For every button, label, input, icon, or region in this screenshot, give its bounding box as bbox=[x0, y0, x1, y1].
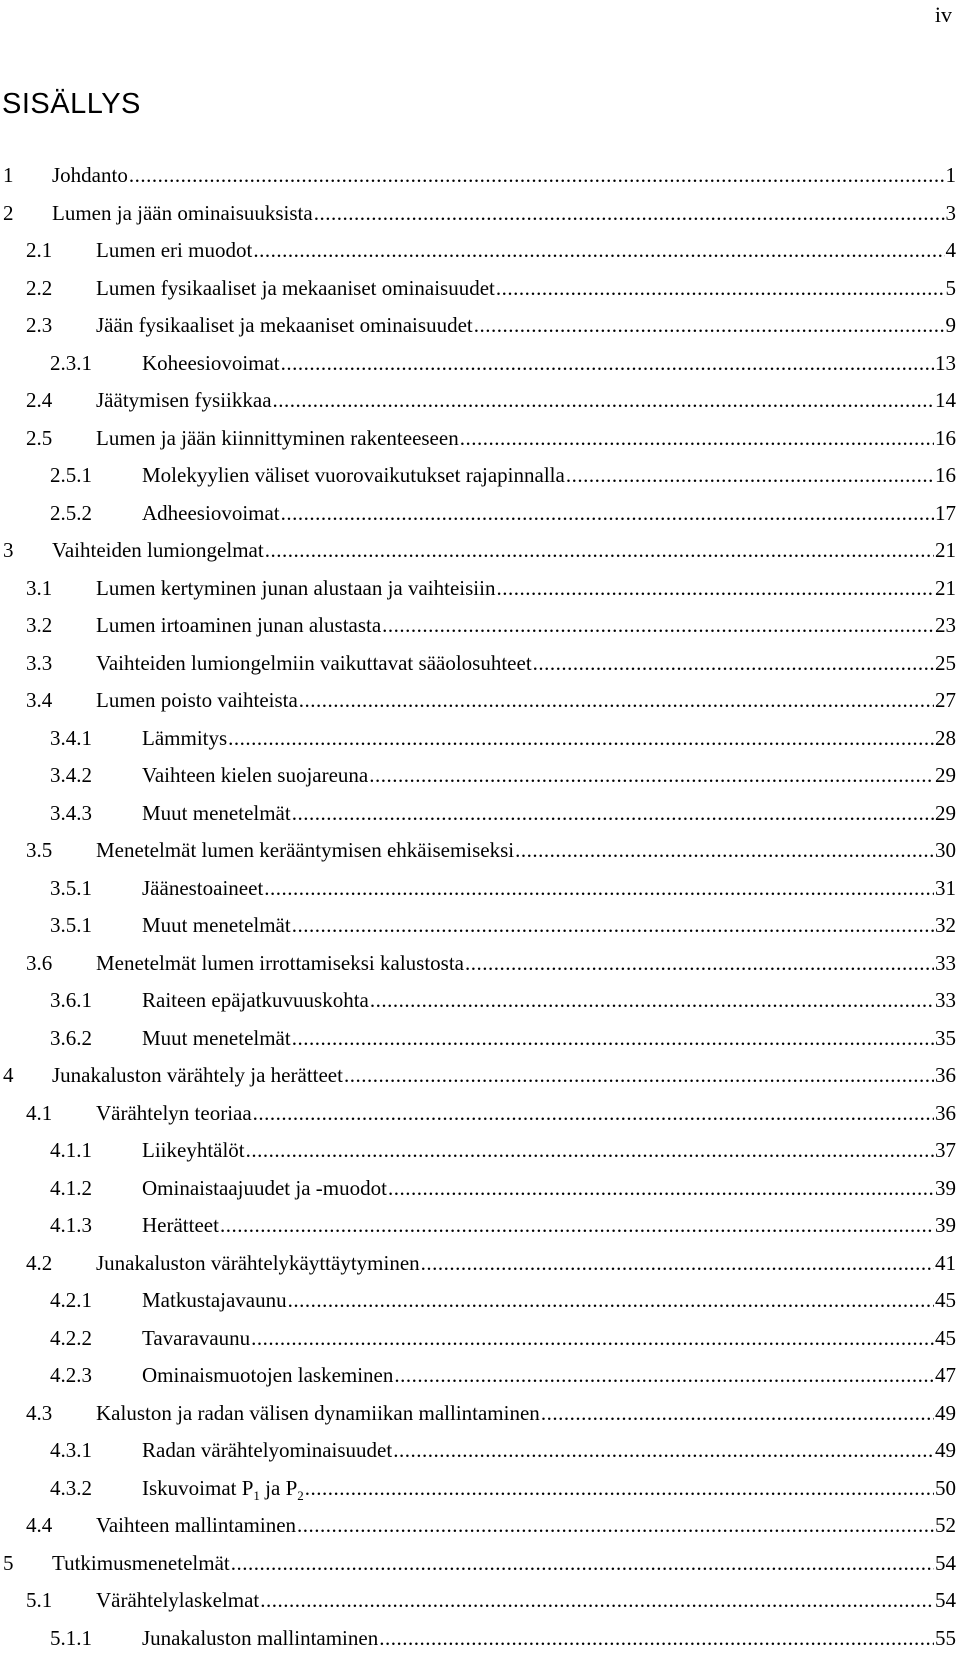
toc-dot-leader bbox=[314, 199, 945, 227]
toc-entry-number: 2.1 bbox=[26, 236, 52, 264]
toc-entry-page: 49 bbox=[935, 1436, 956, 1464]
toc-entry[interactable] bbox=[0, 1245, 956, 1283]
toc-entry-title: Värähtelyn teoriaa bbox=[96, 1099, 252, 1127]
toc-entry-number: 3.5.1 bbox=[50, 911, 92, 939]
toc-entry[interactable] bbox=[0, 1170, 956, 1208]
toc-entry-page: 32 bbox=[935, 911, 956, 939]
toc-entry-title: Lumen irtoaminen junan alustasta bbox=[96, 611, 381, 639]
toc-entry[interactable] bbox=[0, 1282, 956, 1320]
toc-entry-number: 1 bbox=[3, 161, 14, 189]
toc-entry-page: 39 bbox=[935, 1174, 956, 1202]
toc-entry-page: 9 bbox=[946, 311, 957, 339]
toc-entry-page: 41 bbox=[935, 1249, 956, 1277]
toc-entry-page: 3 bbox=[946, 199, 957, 227]
toc-entry-number: 5.1 bbox=[26, 1586, 52, 1614]
toc-entry-number: 4.1.2 bbox=[50, 1174, 92, 1202]
toc-entry-number: 2.5 bbox=[26, 424, 52, 452]
toc-entry-page: 14 bbox=[935, 386, 956, 414]
toc-entry-page: 4 bbox=[946, 236, 957, 264]
toc-dot-leader bbox=[369, 761, 934, 789]
toc-dot-leader bbox=[251, 1324, 934, 1352]
toc-entry-number: 3.2 bbox=[26, 611, 52, 639]
toc-entry[interactable] bbox=[0, 907, 956, 945]
toc-entry-number: 3.6 bbox=[26, 949, 52, 977]
toc-entry[interactable] bbox=[0, 1470, 956, 1508]
toc-dot-leader bbox=[533, 649, 934, 677]
toc-entry[interactable] bbox=[0, 232, 956, 270]
toc-dot-leader bbox=[393, 1436, 934, 1464]
toc-entry-page: 36 bbox=[935, 1099, 956, 1127]
toc-entry-page: 21 bbox=[935, 574, 956, 602]
toc-dot-leader bbox=[305, 1474, 934, 1502]
toc-dot-leader bbox=[394, 1361, 934, 1389]
toc-entry[interactable] bbox=[0, 345, 956, 383]
toc-entry[interactable] bbox=[0, 645, 956, 683]
toc-entry[interactable] bbox=[0, 795, 956, 833]
toc-entry[interactable] bbox=[0, 682, 956, 720]
toc-entry-title: Lumen poisto vaihteista bbox=[96, 686, 298, 714]
toc-entry-page: 37 bbox=[935, 1136, 956, 1164]
toc-entry-number: 2.2 bbox=[26, 274, 52, 302]
toc-entry[interactable] bbox=[0, 1057, 956, 1095]
toc-entry-title: Adheesiovoimat bbox=[142, 499, 280, 527]
toc-dot-leader bbox=[281, 499, 934, 527]
toc-entry-title: Ominaismuotojen laskeminen bbox=[142, 1361, 393, 1389]
toc-entry-page: 54 bbox=[935, 1586, 956, 1614]
page-number: iv bbox=[935, 2, 952, 28]
toc-entry-title: Tutkimusmenetelmät bbox=[52, 1549, 230, 1577]
toc-entry-number: 3.4.1 bbox=[50, 724, 92, 752]
toc-entry-number: 3.4.3 bbox=[50, 799, 92, 827]
toc-entry[interactable] bbox=[0, 720, 956, 758]
toc-entry-number: 3.6.1 bbox=[50, 986, 92, 1014]
toc-dot-leader bbox=[265, 536, 934, 564]
toc-entry-page: 16 bbox=[935, 461, 956, 489]
toc-entry[interactable] bbox=[0, 945, 956, 983]
toc-entry[interactable] bbox=[0, 1545, 956, 1583]
toc-entry[interactable] bbox=[0, 307, 956, 345]
toc-entry-title: Muut menetelmät bbox=[142, 911, 291, 939]
toc-entry-page: 21 bbox=[935, 536, 956, 564]
toc-entry-number: 5.1.1 bbox=[50, 1624, 92, 1652]
toc-entry[interactable] bbox=[0, 457, 956, 495]
toc-entry-page: 30 bbox=[935, 836, 956, 864]
toc-entry-title: Tavaravaunu bbox=[142, 1324, 250, 1352]
toc-dot-leader bbox=[496, 574, 934, 602]
toc-entry-title: Lumen kertyminen junan alustaan ja vaihteisiin bbox=[96, 574, 495, 602]
toc-entry-number: 2 bbox=[3, 199, 14, 227]
toc-entry-page: 49 bbox=[935, 1399, 956, 1427]
toc-entry-title: Jäänestoaineet bbox=[142, 874, 263, 902]
toc-entry-title: Iskuvoimat $P_1$ ja $P_2$ bbox=[142, 1474, 304, 1510]
toc-entry-number: 4.3.1 bbox=[50, 1436, 92, 1464]
toc-entry-title: Lumen fysikaaliset ja mekaaniset ominaisuudet bbox=[96, 274, 495, 302]
toc-entry-number: 3.4.2 bbox=[50, 761, 92, 789]
toc-entry[interactable] bbox=[0, 1582, 956, 1620]
toc-entry-number: 2.5.2 bbox=[50, 499, 92, 527]
toc-entry[interactable] bbox=[0, 757, 956, 795]
toc-entry-title: Menetelmät lumen kerääntymisen ehkäisemiseksi bbox=[96, 836, 514, 864]
toc-entry-number: 5 bbox=[3, 1549, 14, 1577]
toc-entry-number: 4.1.3 bbox=[50, 1211, 92, 1239]
toc-entry-page: 23 bbox=[935, 611, 956, 639]
toc-dot-leader bbox=[379, 1624, 934, 1652]
toc-entry-title: Värähtelylaskelmat bbox=[96, 1586, 259, 1614]
toc-entry-number: 3.6.2 bbox=[50, 1024, 92, 1052]
toc-entry-title: Koheesiovoimat bbox=[142, 349, 280, 377]
toc-entry-page: 39 bbox=[935, 1211, 956, 1239]
toc-dot-leader bbox=[541, 1399, 934, 1427]
toc-entry[interactable] bbox=[0, 420, 956, 458]
toc-entry-title: Junakaluston värähtelykäyttäytyminen bbox=[96, 1249, 420, 1277]
toc-entry-title: Lumen eri muodot bbox=[96, 236, 252, 264]
toc-entry-title: Molekyylien väliset vuorovaikutukset rajapinnalla bbox=[142, 461, 565, 489]
toc-dot-leader bbox=[129, 161, 945, 189]
toc-dot-leader bbox=[273, 386, 934, 414]
toc-entry[interactable] bbox=[0, 1207, 956, 1245]
toc-dot-leader bbox=[292, 911, 934, 939]
toc-entry-number: 2.5.1 bbox=[50, 461, 92, 489]
toc-entry-page: 45 bbox=[935, 1286, 956, 1314]
toc-entry-title: Junakaluston mallintaminen bbox=[142, 1624, 378, 1652]
toc-entry-page: 29 bbox=[935, 799, 956, 827]
toc-entry-number: 4.2 bbox=[26, 1249, 52, 1277]
toc-entry-number: 3.3 bbox=[26, 649, 52, 677]
toc-dot-leader bbox=[460, 424, 934, 452]
toc-dot-leader bbox=[228, 724, 934, 752]
toc-entry[interactable] bbox=[0, 1432, 956, 1470]
page-title: SISÄLLYS bbox=[2, 88, 141, 121]
toc-entry-page: 55 bbox=[935, 1624, 956, 1652]
table-of-contents bbox=[0, 157, 956, 1657]
toc-entry-page: 47 bbox=[935, 1361, 956, 1389]
toc-entry-number: 4.3.2 bbox=[50, 1474, 92, 1502]
toc-entry[interactable] bbox=[0, 982, 956, 1020]
toc-entry-title: Vaihteen kielen suojareuna bbox=[142, 761, 368, 789]
toc-dot-leader bbox=[231, 1549, 934, 1577]
toc-entry-title: Lumen ja jään kiinnittyminen rakenteeseen bbox=[96, 424, 459, 452]
toc-entry-number: 4.3 bbox=[26, 1399, 52, 1427]
toc-entry-number: 4.1 bbox=[26, 1099, 52, 1127]
toc-entry-number: 4.2.2 bbox=[50, 1324, 92, 1352]
toc-dot-leader bbox=[421, 1249, 934, 1277]
toc-entry-page: 54 bbox=[935, 1549, 956, 1577]
toc-entry-title: Menetelmät lumen irrottamiseksi kalustosta bbox=[96, 949, 464, 977]
toc-entry[interactable] bbox=[0, 495, 956, 533]
toc-entry-number: 2.3.1 bbox=[50, 349, 92, 377]
toc-entry-title: Liikeyhtälöt bbox=[142, 1136, 245, 1164]
toc-entry[interactable] bbox=[0, 1507, 956, 1545]
toc-dot-leader bbox=[299, 686, 934, 714]
toc-dot-leader bbox=[292, 1024, 934, 1052]
toc-dot-leader bbox=[220, 1211, 934, 1239]
toc-entry-page: 13 bbox=[935, 349, 956, 377]
toc-dot-leader bbox=[260, 1586, 934, 1614]
toc-entry[interactable] bbox=[0, 532, 956, 570]
toc-entry-title: Radan värähtelyominaisuudet bbox=[142, 1436, 392, 1464]
toc-entry-page: 1 bbox=[946, 161, 957, 189]
toc-dot-leader bbox=[264, 874, 934, 902]
toc-dot-leader bbox=[297, 1511, 934, 1539]
toc-entry-page: 36 bbox=[935, 1061, 956, 1089]
toc-entry[interactable] bbox=[0, 270, 956, 308]
toc-entry[interactable] bbox=[0, 1395, 956, 1433]
toc-entry[interactable] bbox=[0, 870, 956, 908]
toc-dot-leader bbox=[370, 986, 934, 1014]
toc-entry-title: Vaihteen mallintaminen bbox=[96, 1511, 296, 1539]
toc-entry-number: 3.1 bbox=[26, 574, 52, 602]
toc-entry-title: Lumen ja jään ominaisuuksista bbox=[52, 199, 313, 227]
toc-entry[interactable] bbox=[0, 1620, 956, 1657]
toc-entry[interactable] bbox=[0, 1020, 956, 1058]
toc-entry-number: 3 bbox=[3, 536, 14, 564]
toc-dot-leader bbox=[288, 1286, 934, 1314]
toc-entry-page: 16 bbox=[935, 424, 956, 452]
toc-entry-page: 17 bbox=[935, 499, 956, 527]
toc-entry-title: Jään fysikaaliset ja mekaaniset ominaisuudet bbox=[96, 311, 473, 339]
toc-entry-title: Lämmitys bbox=[142, 724, 227, 752]
toc-dot-leader bbox=[496, 274, 945, 302]
toc-entry[interactable] bbox=[0, 832, 956, 870]
toc-dot-leader bbox=[253, 1099, 934, 1127]
toc-entry-title: Vaihteiden lumiongelmat bbox=[52, 536, 264, 564]
toc-entry-number: 4.1.1 bbox=[50, 1136, 92, 1164]
toc-entry[interactable] bbox=[0, 195, 956, 233]
toc-entry-title: Vaihteiden lumiongelmiin vaikuttavat sääolosuhteet bbox=[96, 649, 532, 677]
toc-entry-title: Ominaistaajuudet ja -muodot bbox=[142, 1174, 387, 1202]
toc-entry-page: 31 bbox=[935, 874, 956, 902]
toc-dot-leader bbox=[515, 836, 934, 864]
toc-dot-leader bbox=[382, 611, 934, 639]
toc-entry-page: 25 bbox=[935, 649, 956, 677]
toc-entry-page: 33 bbox=[935, 949, 956, 977]
toc-entry[interactable] bbox=[0, 1357, 956, 1395]
toc-entry-number: 3.4 bbox=[26, 686, 52, 714]
toc-dot-leader bbox=[292, 799, 934, 827]
toc-entry-number: 4.2.3 bbox=[50, 1361, 92, 1389]
toc-entry-title: Junakaluston värähtely ja herätteet bbox=[52, 1061, 343, 1089]
toc-entry-title: Muut menetelmät bbox=[142, 799, 291, 827]
toc-entry-page: 45 bbox=[935, 1324, 956, 1352]
toc-dot-leader bbox=[253, 236, 944, 264]
toc-entry-page: 52 bbox=[935, 1511, 956, 1539]
toc-entry-title: Jäätymisen fysiikkaa bbox=[96, 386, 272, 414]
toc-entry-page: 33 bbox=[935, 986, 956, 1014]
toc-dot-leader bbox=[566, 461, 934, 489]
toc-entry-title: Herätteet bbox=[142, 1211, 219, 1239]
toc-entry-title: Raiteen epäjatkuvuuskohta bbox=[142, 986, 369, 1014]
toc-entry-page: 29 bbox=[935, 761, 956, 789]
toc-entry[interactable] bbox=[0, 1095, 956, 1133]
toc-entry[interactable] bbox=[0, 570, 956, 608]
toc-entry-number: 4.4 bbox=[26, 1511, 52, 1539]
toc-entry-number: 2.3 bbox=[26, 311, 52, 339]
toc-entry-title: Johdanto bbox=[52, 161, 128, 189]
toc-entry-number: 3.5 bbox=[26, 836, 52, 864]
toc-entry[interactable] bbox=[0, 157, 956, 195]
toc-entry-number: 4.2.1 bbox=[50, 1286, 92, 1314]
toc-entry-number: 3.5.1 bbox=[50, 874, 92, 902]
toc-entry-number: 2.4 bbox=[26, 386, 52, 414]
toc-dot-leader bbox=[246, 1136, 934, 1164]
toc-entry-page: 5 bbox=[946, 274, 957, 302]
toc-dot-leader bbox=[465, 949, 934, 977]
toc-entry-page: 28 bbox=[935, 724, 956, 752]
toc-dot-leader bbox=[388, 1174, 934, 1202]
toc-dot-leader bbox=[474, 311, 945, 339]
toc-entry-title: Muut menetelmät bbox=[142, 1024, 291, 1052]
toc-dot-leader bbox=[281, 349, 934, 377]
toc-entry[interactable] bbox=[0, 1132, 956, 1170]
toc-entry[interactable] bbox=[0, 607, 956, 645]
toc-dot-leader bbox=[344, 1061, 934, 1089]
toc-entry-title: Matkustajavaunu bbox=[142, 1286, 287, 1314]
toc-entry-title: Kaluston ja radan välisen dynamiikan mallintaminen bbox=[96, 1399, 540, 1427]
toc-entry[interactable] bbox=[0, 1320, 956, 1358]
toc-entry-number: 4 bbox=[3, 1061, 14, 1089]
toc-entry-page: 27 bbox=[935, 686, 956, 714]
toc-entry-page: 35 bbox=[935, 1024, 956, 1052]
toc-entry-page: 50 bbox=[935, 1474, 956, 1502]
toc-entry[interactable] bbox=[0, 382, 956, 420]
